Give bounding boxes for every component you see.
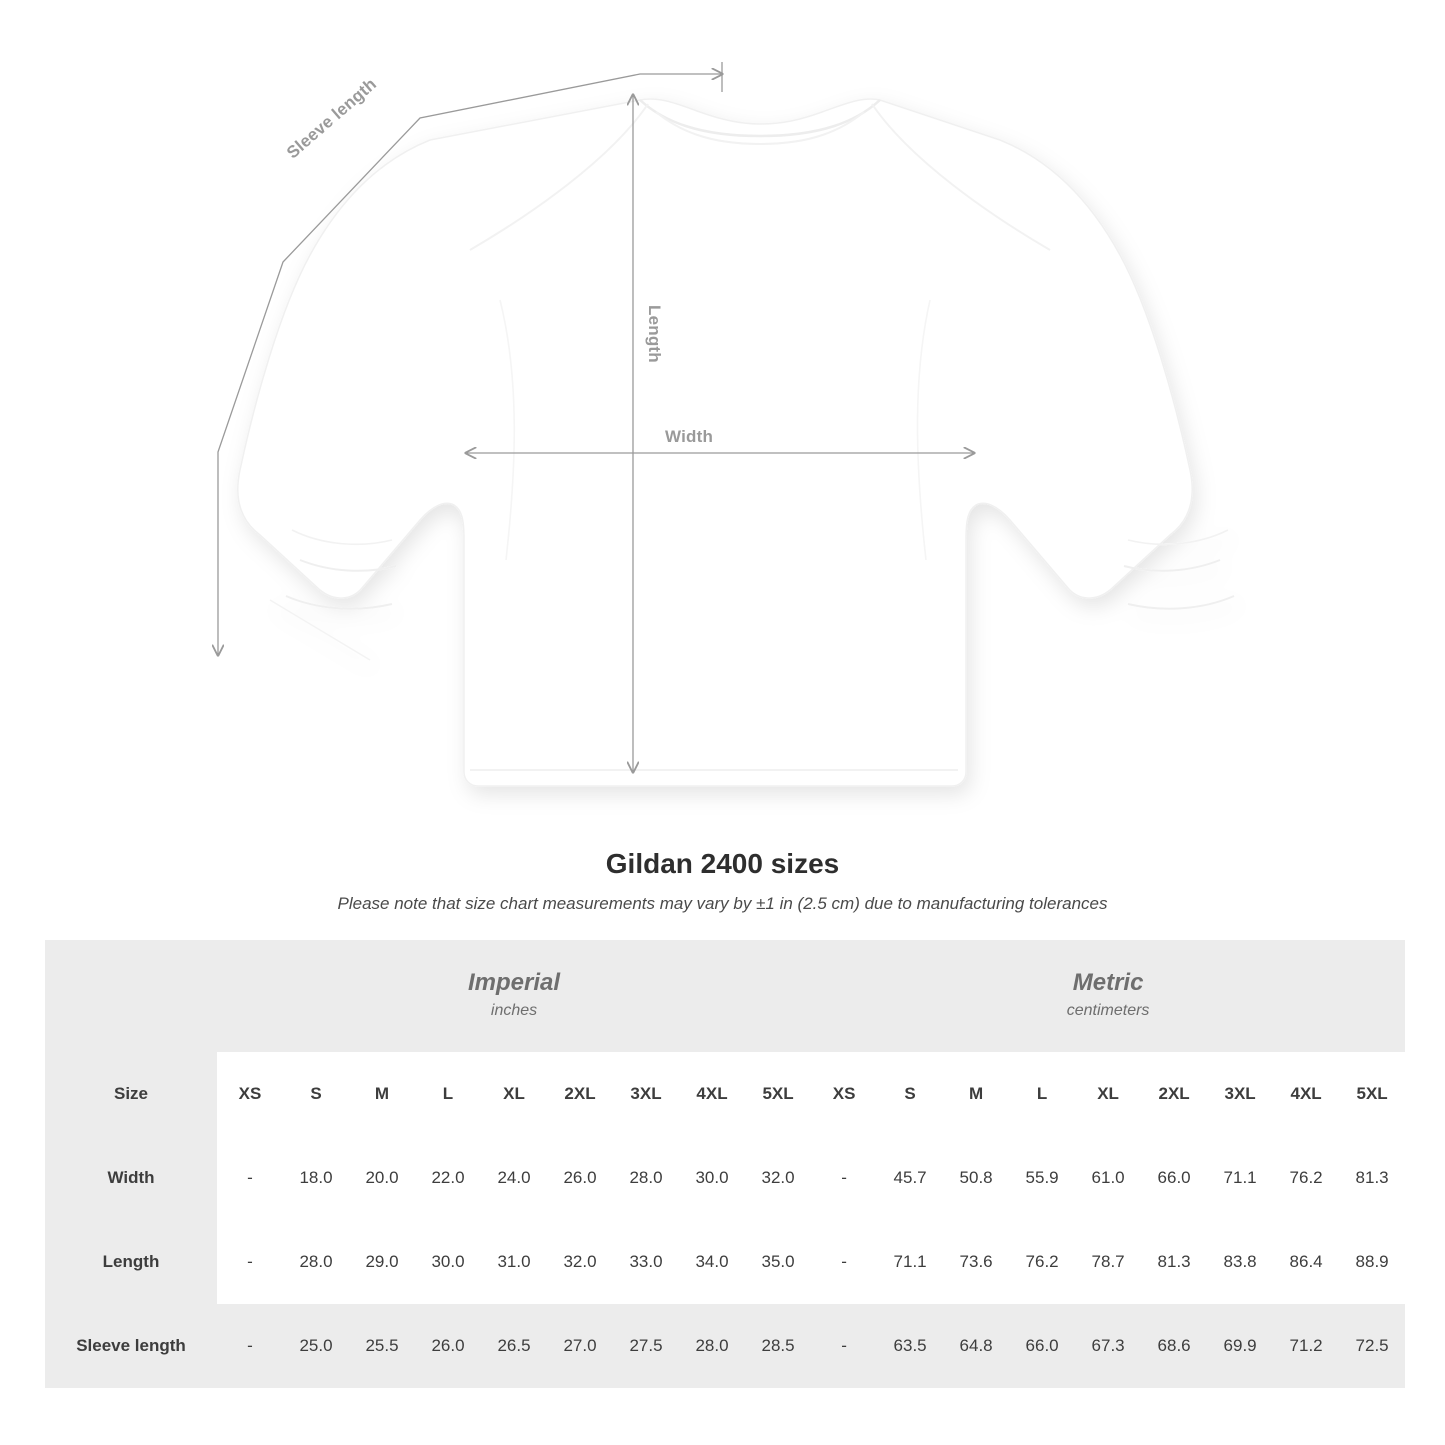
size-header-row [45,1052,1405,1136]
cell-length-l-cm: 76.2 [1009,1220,1075,1304]
size-header-s-metric: S [877,1052,943,1136]
size-header-m-imperial: M [349,1052,415,1136]
cell-length-xl-cm: 78.7 [1075,1220,1141,1304]
cell-length-2xl-in: 32.0 [547,1220,613,1304]
cell-width-m-cm: 50.8 [943,1136,1009,1220]
cell-sleeve-xl-in: 26.5 [481,1304,547,1388]
cell-length-4xl-cm: 86.4 [1273,1220,1339,1304]
cell-sleeve-s-in: 25.0 [283,1304,349,1388]
size-header-3xl-imperial: 3XL [613,1052,679,1136]
cell-width-l-in: 22.0 [415,1136,481,1220]
size-chart-table [45,940,1405,1388]
cell-width-s-in: 18.0 [283,1136,349,1220]
cell-length-s-in: 28.0 [283,1220,349,1304]
cell-length-m-in: 29.0 [349,1220,415,1304]
table-row [45,1136,1405,1220]
unit-header-row [45,940,1405,1052]
cell-sleeve-3xl-cm: 69.9 [1207,1304,1273,1388]
cell-sleeve-5xl-cm: 72.5 [1339,1304,1405,1388]
unit-header-imperial [217,940,811,1052]
cell-width-l-cm: 55.9 [1009,1136,1075,1220]
cell-sleeve-5xl-in: 28.5 [745,1304,811,1388]
cell-sleeve-xs-in: - [217,1304,283,1388]
cell-width-3xl-in: 28.0 [613,1136,679,1220]
size-header-4xl-metric: 4XL [1273,1052,1339,1136]
size-header-5xl-metric: 5XL [1339,1052,1405,1136]
cell-width-3xl-cm: 71.1 [1207,1136,1273,1220]
size-table-container [0,940,1445,1388]
cell-length-xs-in: - [217,1220,283,1304]
row-label-length: Length [45,1220,217,1304]
column-header-size: Size [45,1052,217,1136]
cell-length-s-cm: 71.1 [877,1220,943,1304]
cell-width-2xl-in: 26.0 [547,1136,613,1220]
size-header-2xl-metric: 2XL [1141,1052,1207,1136]
row-label-sleeve-length: Sleeve length [45,1304,217,1388]
size-header-xl-imperial: XL [481,1052,547,1136]
size-header-m-metric: M [943,1052,1009,1136]
cell-length-xs-cm: - [811,1220,877,1304]
cell-length-5xl-in: 35.0 [745,1220,811,1304]
cell-length-l-in: 30.0 [415,1220,481,1304]
size-header-3xl-metric: 3XL [1207,1052,1273,1136]
size-header-xs-metric: XS [811,1052,877,1136]
tolerance-note: Please note that size chart measurements may vary by ±1 in (2.5 cm) due to manufacturing tolerances [337,894,1108,913]
unit-imperial-sub: inches [490,1002,538,1020]
cell-sleeve-3xl-in: 27.5 [613,1304,679,1388]
unit-imperial-name: Imperial [468,969,561,997]
cell-width-xl-cm: 61.0 [1075,1136,1141,1220]
length-label: Length [645,305,664,363]
cell-width-m-in: 20.0 [349,1136,415,1220]
cell-width-4xl-in: 30.0 [679,1136,745,1220]
size-header-l-metric: L [1009,1052,1075,1136]
size-header-5xl-imperial: 5XL [745,1052,811,1136]
cell-sleeve-xl-cm: 67.3 [1075,1304,1141,1388]
cell-sleeve-l-cm: 66.0 [1009,1304,1075,1388]
cell-length-4xl-in: 34.0 [679,1220,745,1304]
cell-sleeve-2xl-in: 27.0 [547,1304,613,1388]
cell-length-3xl-in: 33.0 [613,1220,679,1304]
cell-sleeve-m-cm: 64.8 [943,1304,1009,1388]
cell-length-m-cm: 73.6 [943,1220,1009,1304]
cell-width-5xl-cm: 81.3 [1339,1136,1405,1220]
cell-sleeve-4xl-cm: 71.2 [1273,1304,1339,1388]
row-label-width: Width [45,1136,217,1220]
cell-sleeve-s-cm: 63.5 [877,1304,943,1388]
unit-metric-name: Metric [1072,969,1144,997]
sleeve-length-label: Sleeve length [283,74,381,163]
cell-width-xs-in: - [217,1136,283,1220]
cell-width-xs-cm: - [811,1136,877,1220]
table-row [45,1304,1405,1388]
width-label: Width [665,427,714,446]
cell-width-s-cm: 45.7 [877,1136,943,1220]
cell-sleeve-2xl-cm: 68.6 [1141,1304,1207,1388]
unit-header-metric [811,940,1405,1052]
size-header-4xl-imperial: 4XL [679,1052,745,1136]
table-row [45,1220,1405,1304]
cell-length-5xl-cm: 88.9 [1339,1220,1405,1304]
cell-sleeve-l-in: 26.0 [415,1304,481,1388]
cell-sleeve-xs-cm: - [811,1304,877,1388]
size-header-s-imperial: S [283,1052,349,1136]
cell-width-2xl-cm: 66.0 [1141,1136,1207,1220]
cell-width-5xl-in: 32.0 [745,1136,811,1220]
unit-header-spacer [45,940,217,1052]
shirt-shape [238,99,1234,786]
cell-length-2xl-cm: 81.3 [1141,1220,1207,1304]
size-header-l-imperial: L [415,1052,481,1136]
cell-length-3xl-cm: 83.8 [1207,1220,1273,1304]
page-title: Gildan 2400 sizes [605,848,840,879]
cell-sleeve-m-in: 25.5 [349,1304,415,1388]
cell-length-xl-in: 31.0 [481,1220,547,1304]
cell-sleeve-4xl-in: 28.0 [679,1304,745,1388]
cell-width-4xl-cm: 76.2 [1273,1136,1339,1220]
title-block [0,848,1445,914]
size-header-xl-metric: XL [1075,1052,1141,1136]
unit-metric-sub: centimeters [1066,1002,1150,1020]
size-header-xs-imperial: XS [217,1052,283,1136]
size-header-2xl-imperial: 2XL [547,1052,613,1136]
cell-width-xl-in: 24.0 [481,1136,547,1220]
